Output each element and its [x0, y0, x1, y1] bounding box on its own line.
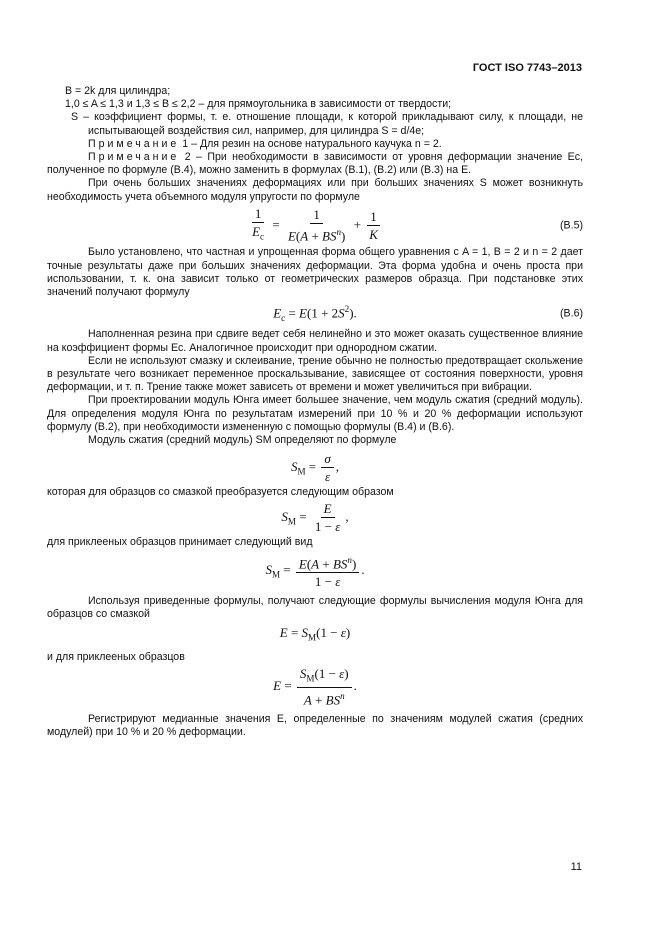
page-body [47, 85, 583, 740]
paragraph: и для приклееных образцов [47, 651, 185, 664]
text-line: B = 2k для цилиндра; [65, 85, 171, 97]
equation-number: (В.5) [560, 219, 583, 232]
note-label: Примечание [88, 137, 180, 150]
formula-b6: $E_c = E(1 + 2S^2)$. (В.6) [273, 304, 583, 324]
paragraph: Если не используют смазку и склеивание, трение обычно не полностью предотвращает скольжение в результате чего возникает переменное проскальзывание, зависящее от состояния поверхности, уровня деформации, и т. п. Трение также может зависеть от времени и может увеличиться при вибрации. [47, 354, 583, 394]
text-line: 1,0 ≤ A ≤ 1,3 и 1,3 ≤ B ≤ 2,2 – для прямоугольника в зависимости от твердости; [65, 98, 452, 111]
paragraph: При проектировании модуль Юнга имеет большее значение, чем модуль сжатия (средний модуль). Для определения модуля Юнга по результатам измерений при 10 % и 20 % деформации используют формулу (В.2), при необходимости измененную с помощью формулы (В.4) и (В.6). [47, 394, 583, 433]
document-code: ГОСТ ISO 7743–2013 [472, 62, 582, 74]
paragraph: для приклееных образцов принимает следующий вид [47, 536, 313, 549]
formula-sm-lubricated: $S_M$ = $\frac{E}{1 - \varepsilon}$ , [281, 501, 349, 535]
equation-number: (В.6) [560, 307, 583, 320]
note-label: Примечание [88, 151, 180, 164]
formula-b5: $\frac{1}{E_c}$ = $\frac{1}{E(A + BS^n)}$ + $\frac{1}{K}$ (В.5) [252, 205, 583, 244]
note-text: 1 – Для резин на основе натурального каучука n = 2. [179, 137, 442, 150]
paragraph: При очень больших значениях деформациях или при больших значениях S может возникнуть необходимость учета объемного модуля упругости по формуле [47, 177, 583, 203]
paragraph: Используя приведенные формулы, получают следующие формулы вычисления модуля Юнга для образцов со смазкой [47, 594, 583, 621]
formula-sm: $S_M$ = $\frac{\sigma}{\varepsilon}$ , [290, 451, 340, 485]
paragraph: Было установлено, что частная и упрощенная форма общего уравнения с A = 1, B = 2 и n = 2 дает точные результаты даже при больших значениях деформации. Эта форма удобна и очень проста при использовании, т. к. она зависит только от геометрических размеров образца. При подстановке этих значений получают формулу [47, 246, 583, 299]
paragraph: Регистрируют медианные значения E, определенные по значениям модулей сжатия (средних модулей) при 10 % и 20 % деформации. [47, 713, 583, 739]
paragraph: которая для образцов со смазкой преобразуется следующим образом [47, 486, 394, 499]
note-2 [47, 151, 583, 177]
formula-sm-bonded: $S_M$ = $\frac{E(A + BS^n)}{1 - \varepsilon}$ . [265, 554, 365, 589]
note-1 [47, 138, 583, 151]
formula-e-lubricated: $E = S_M(1 - \varepsilon)$ [279, 625, 351, 643]
paragraph: Наполненная резина при сдвиге ведет себя нелинейно и это может оказать существенное влияние на коэффициент формы Ec. Аналогичное происходит при однородном сжатии. [47, 328, 583, 354]
formula-e-bonded: E = $\frac{S_M(1 - \varepsilon)}{A + BS^n}$ . [273, 666, 357, 708]
paragraph: Модуль сжатия (средний модуль) SM определяют по формуле [88, 433, 397, 446]
page-number: 11 [570, 861, 582, 873]
text-line: S – коэффициент формы, т. е. отношение площади, к которой прикладывают силу, к площади, не испытывающей воздействия сил, например, для цилиндра S = d/4e; [71, 111, 583, 137]
note-text: 2 – При необходимости в зависимости от уровня деформации значение Ec, полученное по формуле (В.4), можно заменить в формулах (В.1), (В.2) или (В.3) на E. [47, 151, 583, 177]
